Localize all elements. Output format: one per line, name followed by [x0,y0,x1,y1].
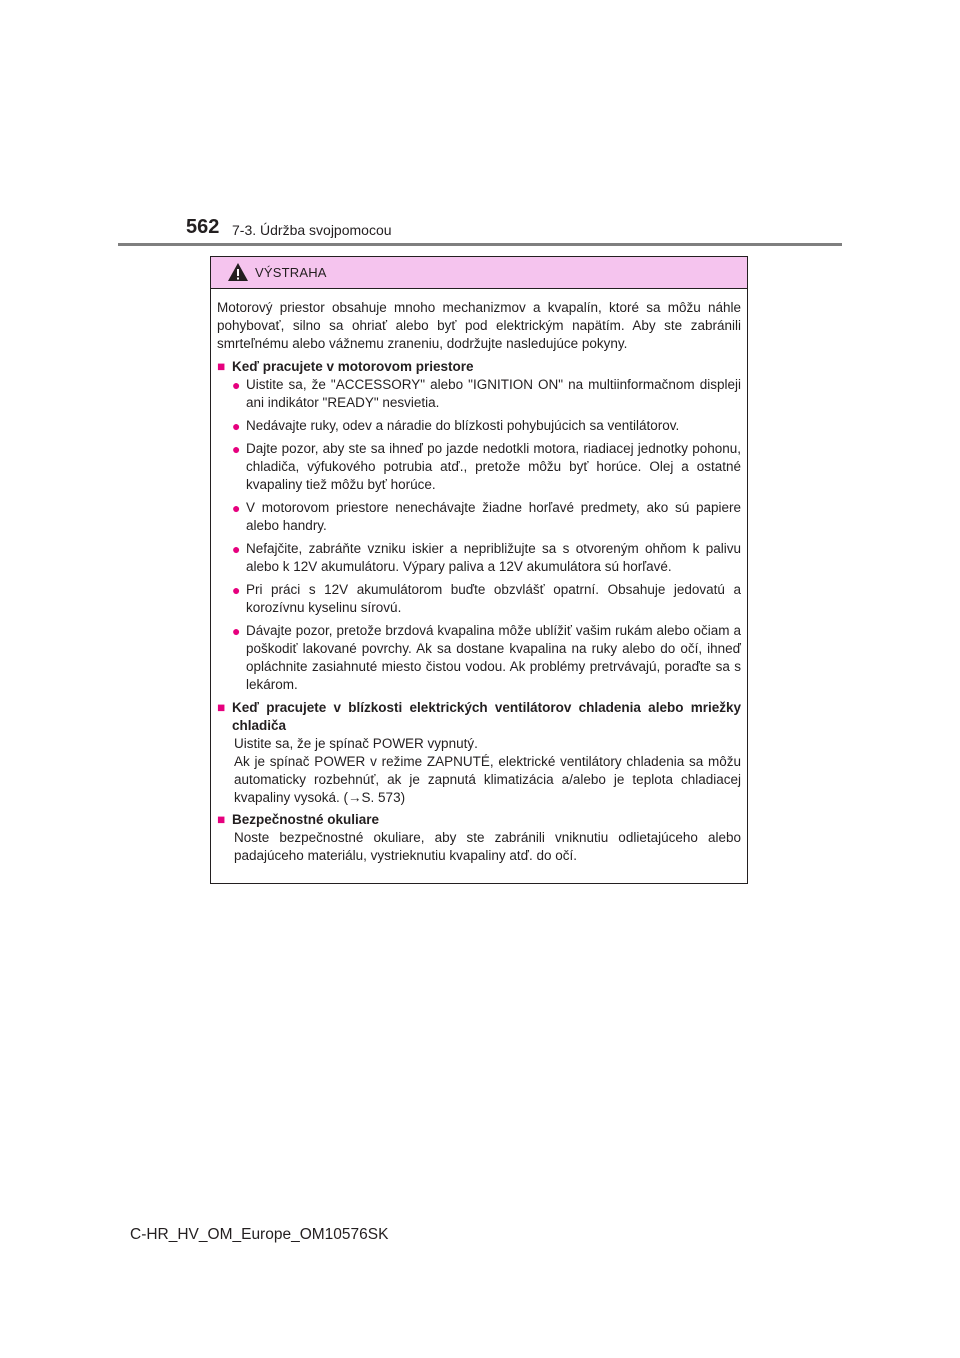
bullet-dot-icon: ● [232,541,241,557]
warning-header [211,257,747,289]
section-text: Noste bezpečnostné okuliare, aby ste zabránili vniknutiu odlietajúceho alebo padajúceho materiálu, vystrieknutiu kvapaliny atď. do očí. [234,830,741,863]
bullet-text: Nedávajte ruky, odev a náradie do blízkosti pohybujúcich sa ventilátorov. [246,418,680,433]
section-title: 7-3. Údržba svojpomocou [232,222,392,238]
bullet-dot-icon: ● [232,441,241,457]
square-bullet-icon: ■ [217,700,226,715]
bullet-item [232,440,741,494]
warning-body [211,289,747,865]
bullet-item [232,622,741,694]
bullet-dot-icon: ● [232,623,241,639]
bullet-item [232,376,741,412]
section-heading-text: Bezpečnostné okuliare [232,812,380,827]
square-bullet-icon: ■ [217,359,226,374]
section-heading-text: Keď pracujete v motorovom priestore [232,359,474,374]
section-heading [217,358,741,376]
bullet-item [232,417,741,435]
square-bullet-icon: ■ [217,812,226,827]
bullet-dot-icon: ● [232,377,241,393]
page-number: 562 [186,216,220,238]
footer-doc-id: C-HR_HV_OM_Europe_OM10576SK [130,1226,389,1243]
section-heading [217,811,741,829]
header-rule [118,243,842,246]
bullet-text: Dajte pozor, aby ste sa ihneď po jazde nedotkli motora, riadiacej jednotky pohonu, chladiča, výfukového potrubia atď., pretože môžu byť horúce. Olej a ostatné kvapaliny tiež môžu byť horúce. [246,441,741,492]
warning-title: VÝSTRAHA [255,265,327,280]
section-text: Ak je spínač POWER v režime ZAPNUTÉ, elektrické ventilátory chladenia sa môžu automaticky rozbehnúť, ak je zapnutá klimatizácia a/alebo je teplota chladiacej kvapaliny vysoká. (→S. 573) [234,754,741,805]
bullet-text: Pri práci s 12V akumulátorom buďte obzvlášť opatrní. Obsahuje jedovatú a korozívnu kyselinu sírovú. [246,582,741,615]
bullet-item [232,499,741,535]
bullet-text: V motorovom priestore nenechávajte žiadne horľavé predmety, ako sú papiere alebo handry. [246,500,741,533]
warning-intro: Motorový priestor obsahuje mnoho mechanizmov a kvapalín, ktoré sa môžu náhle pohybovať, silno sa ohriať alebo byť pod elektrickým napätím. Aby ste zabránili smrteľnému alebo vážnemu zraneniu, dodržujte nasledujúce pokyny. [217,300,741,351]
section-heading-text: Keď pracujete v blízkosti elektrických ventilátorov chladenia alebo mriežky chladiča [232,700,741,733]
bullet-text: Nefajčite, zabráňte vzniku iskier a nepribližujte sa s otvoreným ohňom k palivu alebo k 12V akumulátoru. Výpary paliva a 12V akumulátora sú horľavé. [246,541,741,574]
bullet-text: Dávajte pozor, pretože brzdová kvapalina môže ublížiť vašim rukám alebo očiam a poškodiť lakované povrchy. Ak sa dostane kvapalina na ruky alebo do očí, ihneď opláchnite zasiahnuté miesto čistou vodou. Ak problémy pretrvávajú, poraďte sa s lekárom. [246,623,741,692]
bullet-item [232,581,741,617]
warning-triangle-icon [227,262,249,282]
bullet-item [232,540,741,576]
bullet-dot-icon: ● [232,500,241,516]
bullet-text: Uistite sa, že "ACCESSORY" alebo "IGNITION ON" na multiinformačnom displeji ani indikátor "READY" nesvietia. [246,377,741,410]
section-heading [217,699,741,735]
section-line: Uistite sa, že je spínač POWER vypnutý. [234,736,478,751]
warning-box [210,256,748,884]
bullet-dot-icon: ● [232,418,241,434]
bullet-dot-icon: ● [232,582,241,598]
